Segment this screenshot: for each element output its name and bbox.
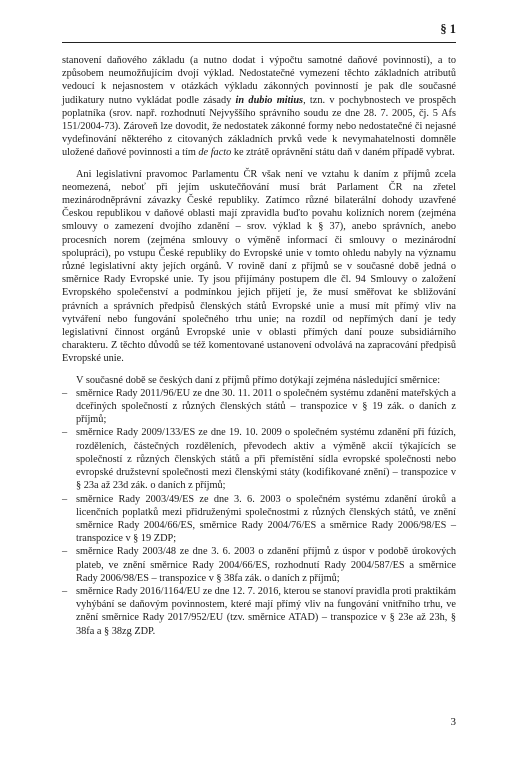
latin-term: de facto: [198, 147, 232, 159]
page-number: 3: [450, 716, 456, 728]
section-marker: § 1: [440, 22, 456, 36]
directive-list: [62, 387, 456, 638]
paragraph-continuation: [62, 54, 456, 160]
list-item: – směrnice Rady 2011/96/EU ze dne 30. 11. 2011 o společném systému zdanění mateřských a dceřiných společností z různých členských států – transpozice v § 19 zák. o daních z příjmů;: [62, 387, 456, 427]
list-item: – směrnice Rady 2016/1164/EU ze dne 12. 7. 2016, kterou se stanoví pravidla proti praktikám vyhýbání se daňovým povinnostem, které mají přímý vliv na fungování vnitřního trhu, ve znění směrnice Rady 2017/952/EU (tzv. směrnice ATAD) – transpozice v § 23e až 23h, § 38fa a § 38zg ZDP.: [62, 585, 456, 638]
paragraph-1-part-3: ke ztrátě oprávnění státu daň v daném případě vybrat.: [231, 147, 455, 159]
paragraph-3-intro: V současné době se českých daní z příjmů přímo dotýkají zejména následující směrnice:: [76, 374, 441, 386]
list-item: – směrnice Rady 2003/48 ze dne 3. 6. 2003 o zdanění příjmů z úspor v podobě úrokových plateb, ve znění směrnice Rady 2004/66/ES, rozhodnutí Rady 2004/587/ES a směrnice Rady 2006/98/ES – transpozice v § 38fa zák. o daních z příjmů;: [62, 545, 456, 585]
list-item: – směrnice Rady 2003/49/ES ze dne 3. 6. 2003 o společném systému zdanění úroků a licenčních poplatků mezi přidruženými společnostmi z různých členských států, ve znění směrnice Rady 2004/66/ES, směrnice Rady 2004/76/ES a směrnice Rady 2006/98/ES – transpozice v § 19 ZDP;: [62, 493, 456, 546]
paragraph-2: Ani legislativní pravomoc Parlamentu ČR však není ve vztahu k daním z příjmů zcela neomezená, neboť při jejím uskutečňování musí brát Parlament ČR na zřetel mezinárodněprávní závazky České republiky. Zatímco různé bilaterální dohody uzavřené Českou republikou v daňové oblasti mají zpravidla buďto povahu kolizních norem (zejména smlouvy o zamezení dvojího zdanění – srov. výklad k § 37), anebo správních, anebo procesních norem (zejména smlouvy o výměně informací či smlouvy o mezinárodní spolupráci), po vstupu České republiky do Evropské unie v tomto ohledu nabyly na významu různé legislativní akty jejích orgánů. V rovině daní z příjmů se v současné době jedná o směrnice Rady Evropské unie. Ty jsou přijímány postupem dle čl. 94 Smlouvy o založení Evropského společenství a podmínkou jejich přijetí je, že musí směřovat ke sbližování právních a správních předpisů členských států Evropské unie a musí mít přímý vliv na vytváření nebo fungování společného trhu unie; na rozdíl od nepřímých daní je tedy legislativní činnost orgánů Evropské unie v oblasti přímých daní pouze subsidiárního charakteru. Z těchto důvodů se též komentované ustanovení odvolává na zapracování předpisů Evropské unie.: [62, 168, 456, 365]
paragraph-1-part-1: stanovení daňového základu (a nutno dodat i výpočtu samotné daňové povinnosti), a to způsobem neumožňujícím dvojí výklad. Nedostatečné vymezení těchto základních atributů vedoucí k nejasnostem v otázkách výkladu zákonných povinností je pak dle současné judikatury nutno vykládat podle zásady: [62, 55, 456, 106]
list-item: – směrnice Rady 2009/133/ES ze dne 19. 10. 2009 o společném systému zdanění při fúzích, rozděleních, částečných rozděleních, převodech aktiv a výměně akcií týkajících se společností z různých členských států a při přemístění sídla evropské společnosti nebo evropské družstevní společnosti mezi členskými státy (kodifikované znění) – transpozice v § 23a až 23d zák. o daních z příjmů;: [62, 426, 456, 492]
latin-maxim: in dubio mitius: [235, 94, 304, 106]
paragraph-1-part-2: , tzn. v pochybnostech ve prospěch poplatníka (srov. např. rozhodnutí Nejvyššího správního soudu ze dne 28. 7. 2005, čj. 5 Afs 151/2004-73). Zároveň lze dovodit, že nedostatek zákonné formy nebo nedostatečné či nejasné vydefinování některého z citovaných základních prvků vede k nevymahatelnosti domněle uložené daňové povinnosti a tím: [62, 94, 457, 159]
body-text: [62, 54, 456, 638]
running-header: [62, 20, 456, 43]
